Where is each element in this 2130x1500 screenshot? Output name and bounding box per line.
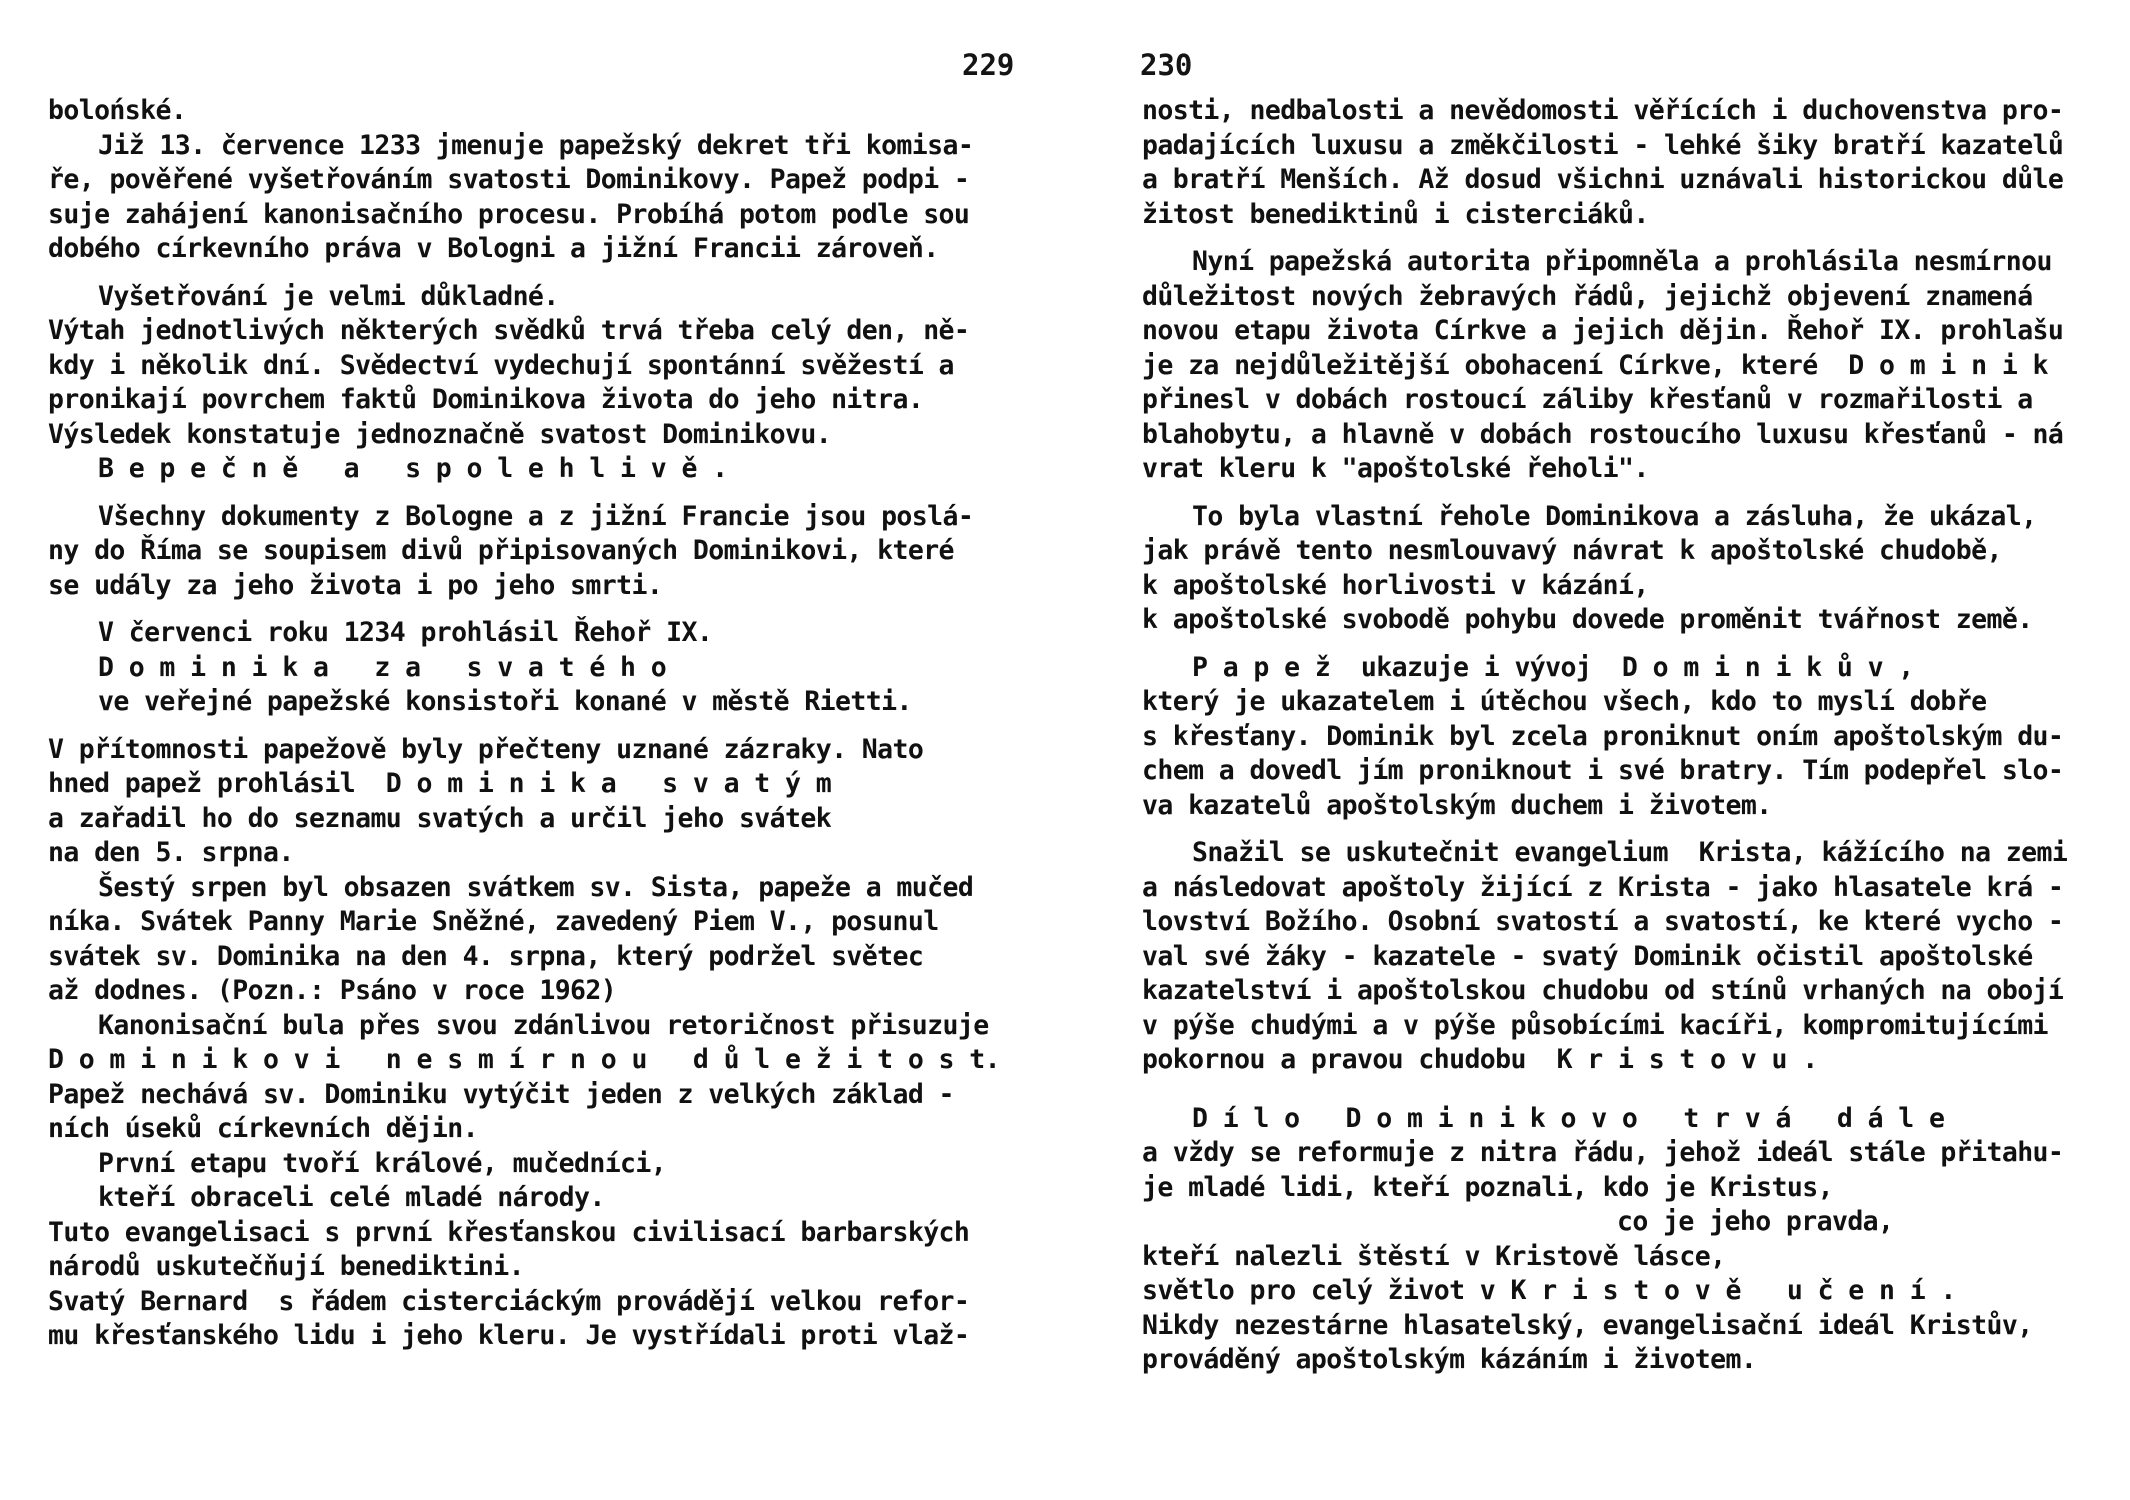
text-line: žitost benediktinů i cisterciáků. bbox=[1142, 198, 1649, 230]
text-line: suje zahájení kanonisačního procesu. Probíhá potom podle sou bbox=[48, 198, 970, 230]
text-line: Papež nechává sv. Dominiku vytýčit jeden z velkých základ - bbox=[48, 1078, 954, 1110]
text-line: Snažil se uskutečnit evangelium Krista, kážícího na zemi bbox=[1192, 837, 2068, 868]
text-line: V přítomnosti papežově byly přečteny uznané zázraky. Nato bbox=[48, 733, 924, 765]
text-line: V červenci roku 1234 prohlásil Řehoř IX. bbox=[98, 617, 713, 648]
text-line: a zařadil ho do seznamu svatých a určil jeho svátek bbox=[48, 802, 832, 834]
text-line: je za nejdůležitější obohacení Církve, které D o m i n i k bbox=[1142, 349, 2048, 381]
text-line: k apoštolské horlivosti v kázání, bbox=[1142, 569, 1649, 601]
text-line: ve veřejné papežské konsistoři konané v městě Rietti. bbox=[98, 686, 912, 717]
text-line: Výsledek konstatuje jednoznačně svatost Dominikovu. bbox=[48, 418, 832, 450]
text-line: světlo pro celý život v K r i s t o v ě u č e n í . bbox=[1142, 1275, 1956, 1306]
text-line: hned papež prohlásil D o m i n i k a s v a t ý m bbox=[48, 768, 832, 799]
text-line: bolońské. bbox=[48, 95, 187, 126]
text-line: Šestý srpen byl obsazen svátkem sv. Sista, papeže a mučed bbox=[98, 871, 974, 903]
text-line: který je ukazatelem i útěchou všech, kdo to myslí dobře bbox=[1142, 686, 1987, 717]
text-line: B e p e č n ě a s p o l e h l i v ě . bbox=[98, 453, 728, 484]
text-line: pronikají povrchem faktů Dominikova života do jeho nitra. bbox=[48, 384, 924, 415]
text-line: novou etapu života Církve a jejich dějin. Řehoř IX. prohlašu bbox=[1142, 315, 2064, 346]
text-line: D o m i n i k a z a s v a t é h o bbox=[98, 651, 667, 683]
text-line: kteří obraceli celé mladé národy. bbox=[98, 1182, 605, 1213]
text-line: padajících luxusu a změkčilosti - lehké šiky bratří kazatelů bbox=[1142, 129, 2064, 161]
text-line: k apoštolské svobodě pohybu dovede proměnit tvářnost země. bbox=[1142, 604, 2033, 635]
text-line: důležitost nových žebravých řádů, jejichž objevení znamená bbox=[1142, 280, 2033, 312]
text-line: Již 13. července 1233 jmenuje papežský dekret tři komisa- bbox=[98, 129, 974, 161]
text-line: je mladé lidi, kteří poznali, kdo je Kristus, bbox=[1142, 1171, 1833, 1203]
text-body bbox=[48, 94, 1000, 1354]
text-line: mu křesťanského lidu i jeho kleru. Je vystřídali proti vlaž- bbox=[48, 1320, 970, 1351]
text-line: Nyní papežská autorita připomněla a prohlásila nesmírnou bbox=[1192, 246, 2052, 277]
text-line: národů uskutečňují benediktini. bbox=[48, 1251, 524, 1282]
text-line: pokornou a pravou chudobu K r i s t o v u . bbox=[1142, 1044, 1818, 1075]
text-line: jak právě tento nesmlouvavý návrat k apoštolské chudobě, bbox=[1142, 535, 2002, 566]
text-line: kdy i několik dní. Svědectví vydechují spontánní svěžestí a bbox=[48, 349, 954, 381]
text-line: a vždy se reformuje z nitra řádu, jehož ideál stále přitahu- bbox=[1142, 1137, 2064, 1168]
text-line: chem a dovedl jím proniknout i své bratry. Tím podepřel slo- bbox=[1142, 755, 2064, 786]
text-line: blahobytu, a hlavně v dobách rostoucího luxusu křesťanů - ná bbox=[1142, 418, 2064, 450]
text-line: dobého církevního práva v Bologni a jižní Francii zároveň. bbox=[48, 233, 939, 264]
text-line: val své žáky - kazatele - svatý Dominik očistil apoštolské bbox=[1142, 940, 2033, 972]
text-line: a bratří Menších. Až dosud všichni uznávali historickou důle bbox=[1142, 164, 2064, 195]
text-body bbox=[1142, 94, 2067, 1378]
text-line: se udály za jeho života i po jeho smrti. bbox=[48, 569, 663, 601]
text-line: Vyšetřování je velmi důkladné. bbox=[98, 280, 559, 312]
text-line: kteří nalezli štěstí v Kristově lásce, bbox=[1142, 1240, 1726, 1272]
page-number: 230 bbox=[1140, 48, 1193, 82]
text-line: D o m i n i k o v i n e s m í r n o u d ů l e ž i t o s t. bbox=[48, 1044, 1000, 1075]
text-line: přinesl v dobách rostoucí záliby křesťanů v rozmařilosti a bbox=[1142, 384, 2033, 415]
text-line: Výtah jednotlivých některých svědků trvá třeba celý den, ně- bbox=[48, 315, 970, 346]
text-line: Nikdy nezestárne hlasatelský, evangelisační ideál Kristův, bbox=[1142, 1309, 2033, 1341]
text-line: ních úseků církevních dějin. bbox=[48, 1113, 478, 1144]
text-line: níka. Svátek Panny Marie Sněžné, zavedený Piem V., posunul bbox=[48, 906, 939, 937]
page-number: 229 bbox=[962, 48, 1015, 82]
text-line: vrat kleru k "apoštolské řeholi". bbox=[1142, 453, 1649, 484]
text-line: P a p e ž ukazuje i vývoj D o m i n i k ů v , bbox=[1192, 651, 1914, 683]
text-line: co je jeho pravda, bbox=[1617, 1206, 1894, 1237]
text-line: kazatelství i apoštolskou chudobu od stínů vrhaných na obojí bbox=[1142, 975, 2064, 1006]
text-line: ře, pověřené vyšetřováním svatosti Dominikovy. Papež podpi - bbox=[48, 164, 970, 195]
text-line: s křesťany. Dominik byl zcela proniknut oním apoštolským du- bbox=[1142, 720, 2064, 752]
text-line: v pýše chudými a v pýše působícími kacíři, kompromitujícími bbox=[1142, 1009, 2048, 1041]
text-line: To byla vlastní řehole Dominikova a zásluha, že ukázal, bbox=[1192, 500, 2037, 532]
text-line: ny do Říma se soupisem divů připisovaných Dominikovi, které bbox=[48, 535, 954, 566]
text-line: a následovat apoštoly žijící z Krista - jako hlasatele krá - bbox=[1142, 871, 2064, 903]
text-line: D í l o D o m i n i k o v o t r v á d á l e bbox=[1192, 1102, 1945, 1134]
text-line: až dodnes. (Pozn.: Psáno v roce 1962) bbox=[48, 975, 617, 1006]
text-line: Tuto evangelisaci s první křesťanskou civilisací barbarských bbox=[48, 1216, 970, 1248]
text-line: va kazatelů apoštolským duchem i životem. bbox=[1142, 789, 1772, 821]
text-line: prováděný apoštolským kázáním i životem. bbox=[1142, 1344, 1757, 1375]
text-line: Svatý Bernard s řádem cisterciáckým provádějí velkou refor- bbox=[48, 1285, 970, 1317]
text-line: Kanonisační bula přes svou zdánlivou retoričnost přisuzuje bbox=[98, 1009, 989, 1041]
text-line: nosti, nedbalosti a nevědomosti věřících i duchovenstva pro- bbox=[1142, 95, 2064, 126]
text-line: lovství Božího. Osobní svatostí a svatostí, ke které vycho - bbox=[1142, 906, 2064, 937]
text-line: První etapu tvoří králové, mučedníci, bbox=[98, 1147, 667, 1179]
text-line: na den 5. srpna. bbox=[48, 837, 294, 868]
text-line: Všechny dokumenty z Bologne a z jižní Francie jsou poslá- bbox=[98, 500, 974, 532]
text-line: svátek sv. Dominika na den 4. srpna, který podržel světec bbox=[48, 940, 924, 972]
